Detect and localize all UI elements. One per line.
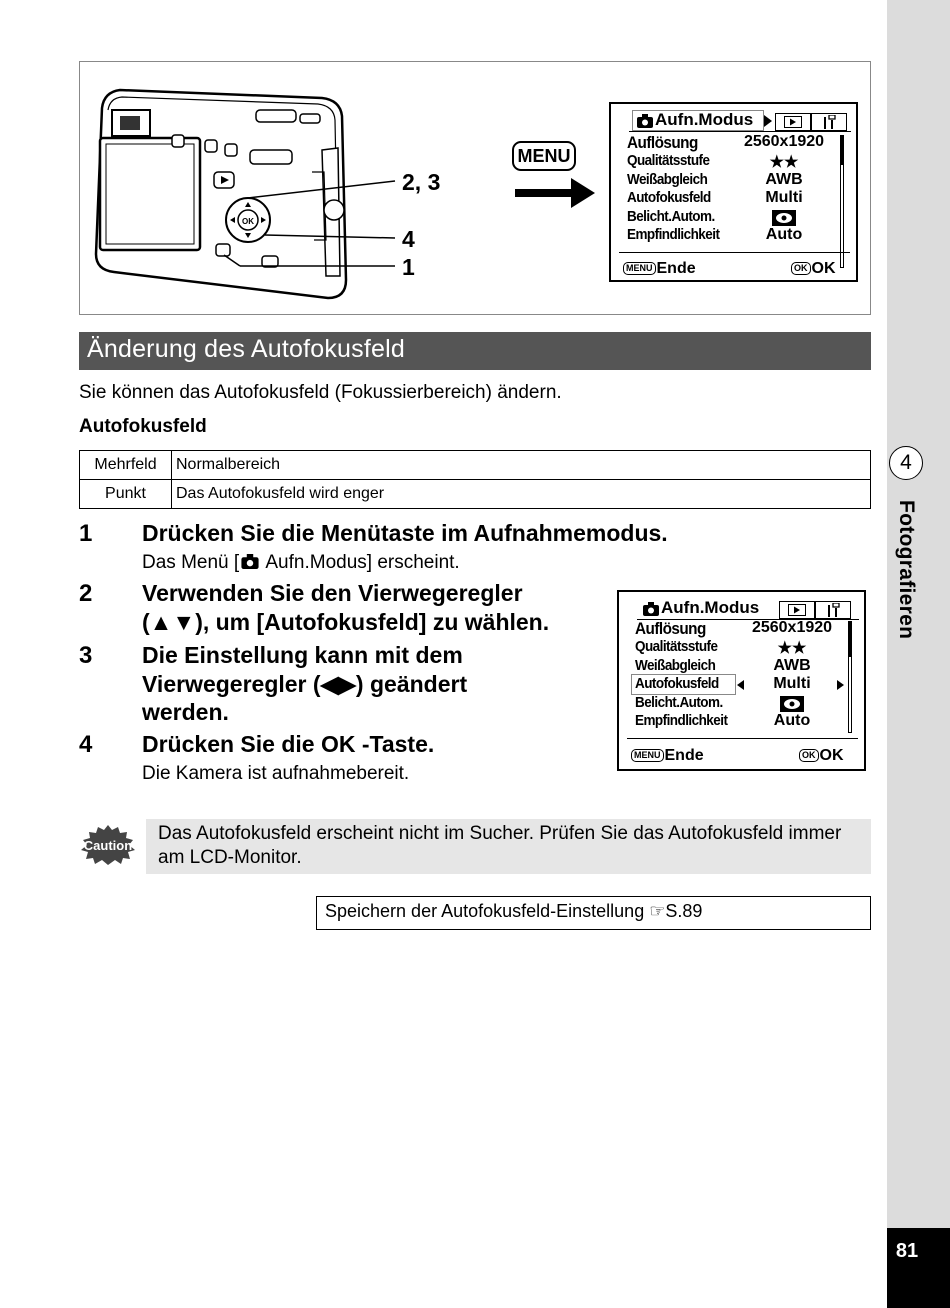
callout-4: 4 bbox=[402, 226, 415, 252]
menu-key-icon: MENU bbox=[512, 141, 576, 171]
step-number: 1 bbox=[79, 520, 93, 547]
menu-row: Qualitätsstufe ★★ bbox=[627, 152, 799, 171]
step-number: 3 bbox=[79, 642, 93, 669]
svg-text:OK: OK bbox=[242, 217, 254, 226]
step-text: Drücken Sie die Menütaste im Aufnahmemodus. bbox=[142, 520, 668, 546]
step-text: Die Einstellung kann mit dem bbox=[142, 642, 463, 668]
tab-arrow-icon bbox=[764, 115, 772, 127]
step-number: 4 bbox=[79, 731, 93, 758]
playback-icon bbox=[788, 604, 806, 616]
tab-title-record: Aufn.Modus bbox=[655, 110, 754, 129]
menu-ok-label: OK OK bbox=[791, 260, 836, 278]
setup-tools-icon bbox=[821, 115, 837, 130]
tab-title-record: Aufn.Modus bbox=[661, 598, 760, 617]
menu-row: Belicht.Autom. bbox=[611, 208, 856, 227]
reference-link[interactable]: Speichern der Autofokusfeld-Einstellung ☞S.89 bbox=[325, 901, 703, 921]
menu-ok-label: OK OK bbox=[799, 747, 844, 765]
menu-end-label: MENU Ende bbox=[623, 260, 696, 278]
svg-text:Caution: Caution bbox=[83, 838, 133, 853]
step-text: Verwenden Sie den Vierwegeregler bbox=[142, 580, 523, 606]
menu-row: Auflösung 2560x1920 bbox=[635, 619, 833, 638]
menu-row: Weißabgleich AWB bbox=[635, 657, 811, 674]
lcd-menu-af bbox=[617, 590, 866, 771]
chapter-number: 4 bbox=[889, 446, 923, 480]
menu-row: Qualitätsstufe ★★ bbox=[635, 638, 807, 657]
camera-icon bbox=[637, 114, 653, 128]
caution-text: Das Autofokusfeld erscheint nicht im Sucher. Prüfen Sie das Autofokusfeld immer am LCD-Monitor. bbox=[158, 823, 842, 868]
playback-icon bbox=[784, 116, 802, 128]
metering-icon bbox=[779, 695, 805, 713]
arrow-right-icon bbox=[515, 178, 597, 208]
menu-row: Empfindlichkeit Auto bbox=[627, 226, 803, 243]
callout-2-3: 2, 3 bbox=[402, 169, 441, 195]
camera-icon bbox=[241, 554, 259, 569]
caution-icon bbox=[79, 824, 137, 866]
section-title: Änderung des Autofokusfeld bbox=[87, 335, 405, 363]
table-row: Punkt Das Autofokusfeld wird enger bbox=[80, 480, 871, 509]
metering-icon bbox=[771, 209, 797, 227]
autofocus-table bbox=[79, 450, 871, 509]
menu-row: Weißabgleich AWB bbox=[627, 171, 803, 188]
callout-1: 1 bbox=[402, 254, 415, 280]
lcd-menu-top bbox=[609, 102, 858, 282]
intro-text: Sie können das Autofokusfeld (Fokussierbereich) ändern. bbox=[79, 382, 562, 403]
setup-tools-icon bbox=[825, 603, 841, 618]
menu-end-label: MENU Ende bbox=[631, 747, 704, 765]
menu-row-selected: Autofokusfeld Multi bbox=[619, 675, 864, 694]
step-number: 2 bbox=[79, 580, 93, 607]
menu-row: Autofokusfeld Multi bbox=[627, 189, 803, 206]
table-row: Mehrfeld Normalbereich bbox=[80, 451, 871, 480]
chapter-title: Fotografieren bbox=[895, 500, 918, 640]
step-subtext: Das Menü [ Aufn.Modus] erscheint. bbox=[142, 552, 460, 573]
camera-icon bbox=[643, 602, 659, 616]
step-text: Drücken Sie die OK -Taste. bbox=[142, 731, 435, 757]
step-text: werden. bbox=[142, 699, 229, 725]
menu-row: Belicht.Autom. bbox=[619, 694, 864, 713]
step-text: (▲▼), um [Autofokusfeld] zu wählen. bbox=[142, 609, 550, 635]
triangle-right-icon bbox=[837, 680, 844, 690]
step-subtext: Die Kamera ist aufnahmebereit. bbox=[142, 763, 410, 784]
page-number: 81 bbox=[895, 1240, 919, 1262]
menu-row: Empfindlichkeit Auto bbox=[635, 712, 811, 729]
menu-row: Auflösung 2560x1920 bbox=[627, 133, 825, 152]
subheading: Autofokusfeld bbox=[79, 416, 207, 437]
step-text: Vierwegeregler (◀▶) geändert bbox=[142, 671, 468, 697]
